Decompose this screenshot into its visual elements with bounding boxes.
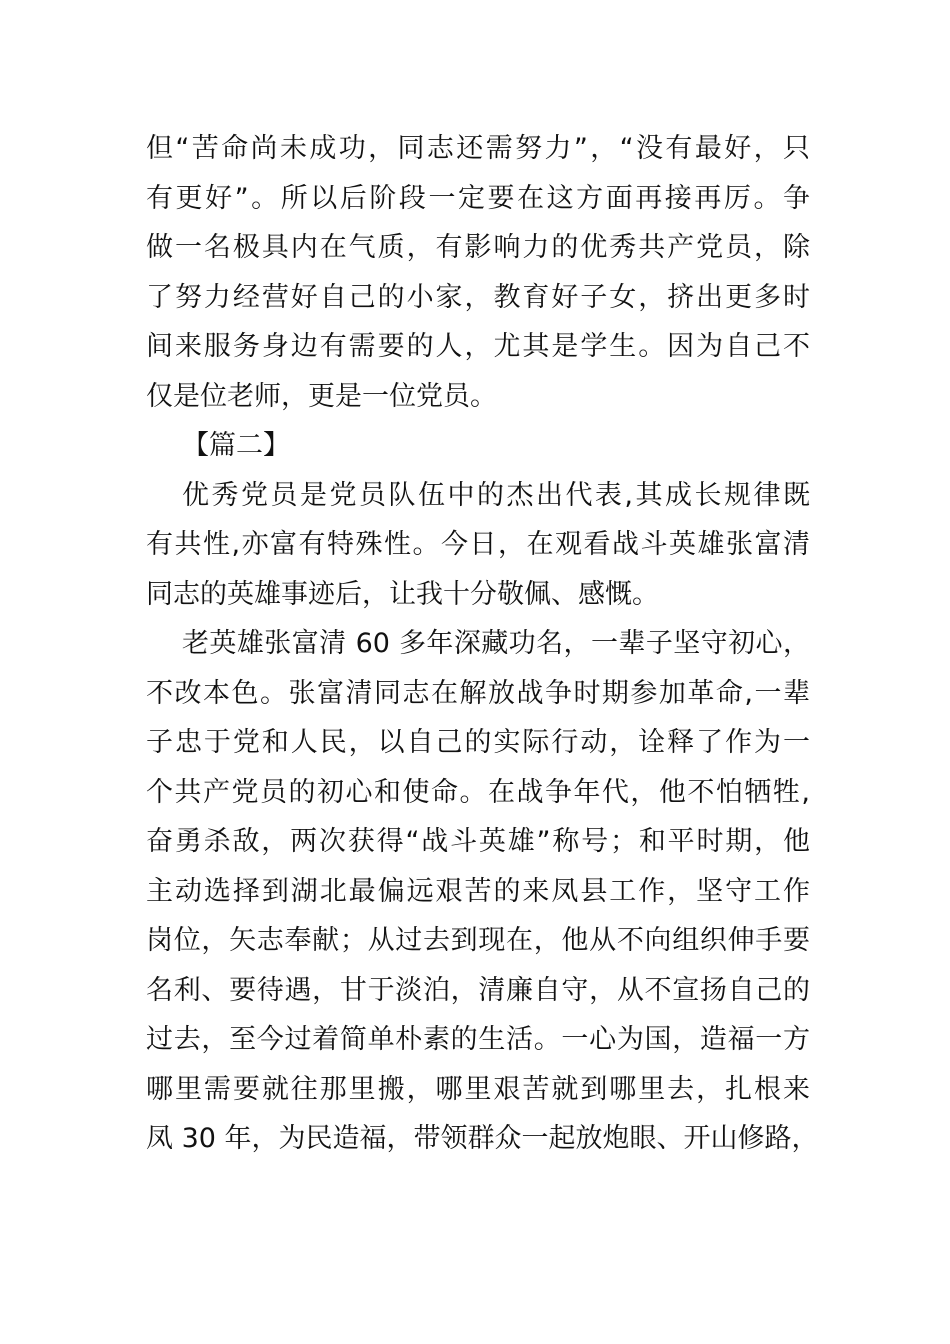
section-heading: 【篇二】 [182, 430, 290, 461]
text-line: 子忠于党和人民，以自己的实际行动，诠释了作为一 [146, 727, 810, 758]
text-line: 有共性,亦富有特殊性。今日，在观看战斗英雄张富清 [146, 529, 810, 560]
text-line: 老英雄张富清 60 多年深藏功名，一辈子坚守初心， [182, 628, 810, 659]
text-line: 仅是位老师，更是一位党员。 [146, 380, 497, 412]
text-line: 间来服务身边有需要的人，尤其是学生。因为自己不 [146, 331, 810, 362]
text-line: 优秀党员是党员队伍中的杰出代表,其成长规律既 [182, 479, 810, 511]
text-line: 不改本色。张富清同志在解放战争时期参加革命,一辈 [146, 677, 810, 709]
document-body [146, 124, 819, 1164]
text-line: 奋勇杀敌，两次获得“战斗英雄”称号；和平时期，他 [146, 826, 810, 857]
text-line: 主动选择到湖北最偏远艰苦的来凤县工作，坚守工作 [146, 875, 810, 907]
text-line: 了努力经营好自己的小家，教育好子女，挤出更多时 [146, 281, 810, 313]
text-line: 有更好”。所以后阶段一定要在这方面再接再厉。争 [146, 182, 810, 214]
text-line: 名利、要待遇，甘于淡泊，清廉自守，从不宣扬自己的 [146, 974, 810, 1006]
text-line: 哪里需要就往那里搬，哪里艰苦就到哪里去，扎根来 [146, 1073, 810, 1105]
text-line: 做一名极具内在气质，有影响力的优秀共产党员，除 [146, 232, 810, 263]
text-line: 岗位，矢志奉献；从过去到现在，他从不向组织伸手要 [146, 925, 810, 956]
text-line: 过去，至今过着简单朴素的生活。一心为国，造福一方 [146, 1024, 810, 1055]
text-line: 个共产党员的初心和使命。在战争年代，他不怕牺牲, [146, 776, 810, 808]
text-line: 凤 30 年，为民造福，带领群众一起放炮眼、开山修路， [146, 1123, 819, 1154]
text-line: 同志的英雄事迹后，让我十分敬佩、感慨。 [146, 578, 659, 610]
text-line: 但“苦命尚未成功，同志还需努力”，“没有最好，只 [146, 133, 810, 164]
